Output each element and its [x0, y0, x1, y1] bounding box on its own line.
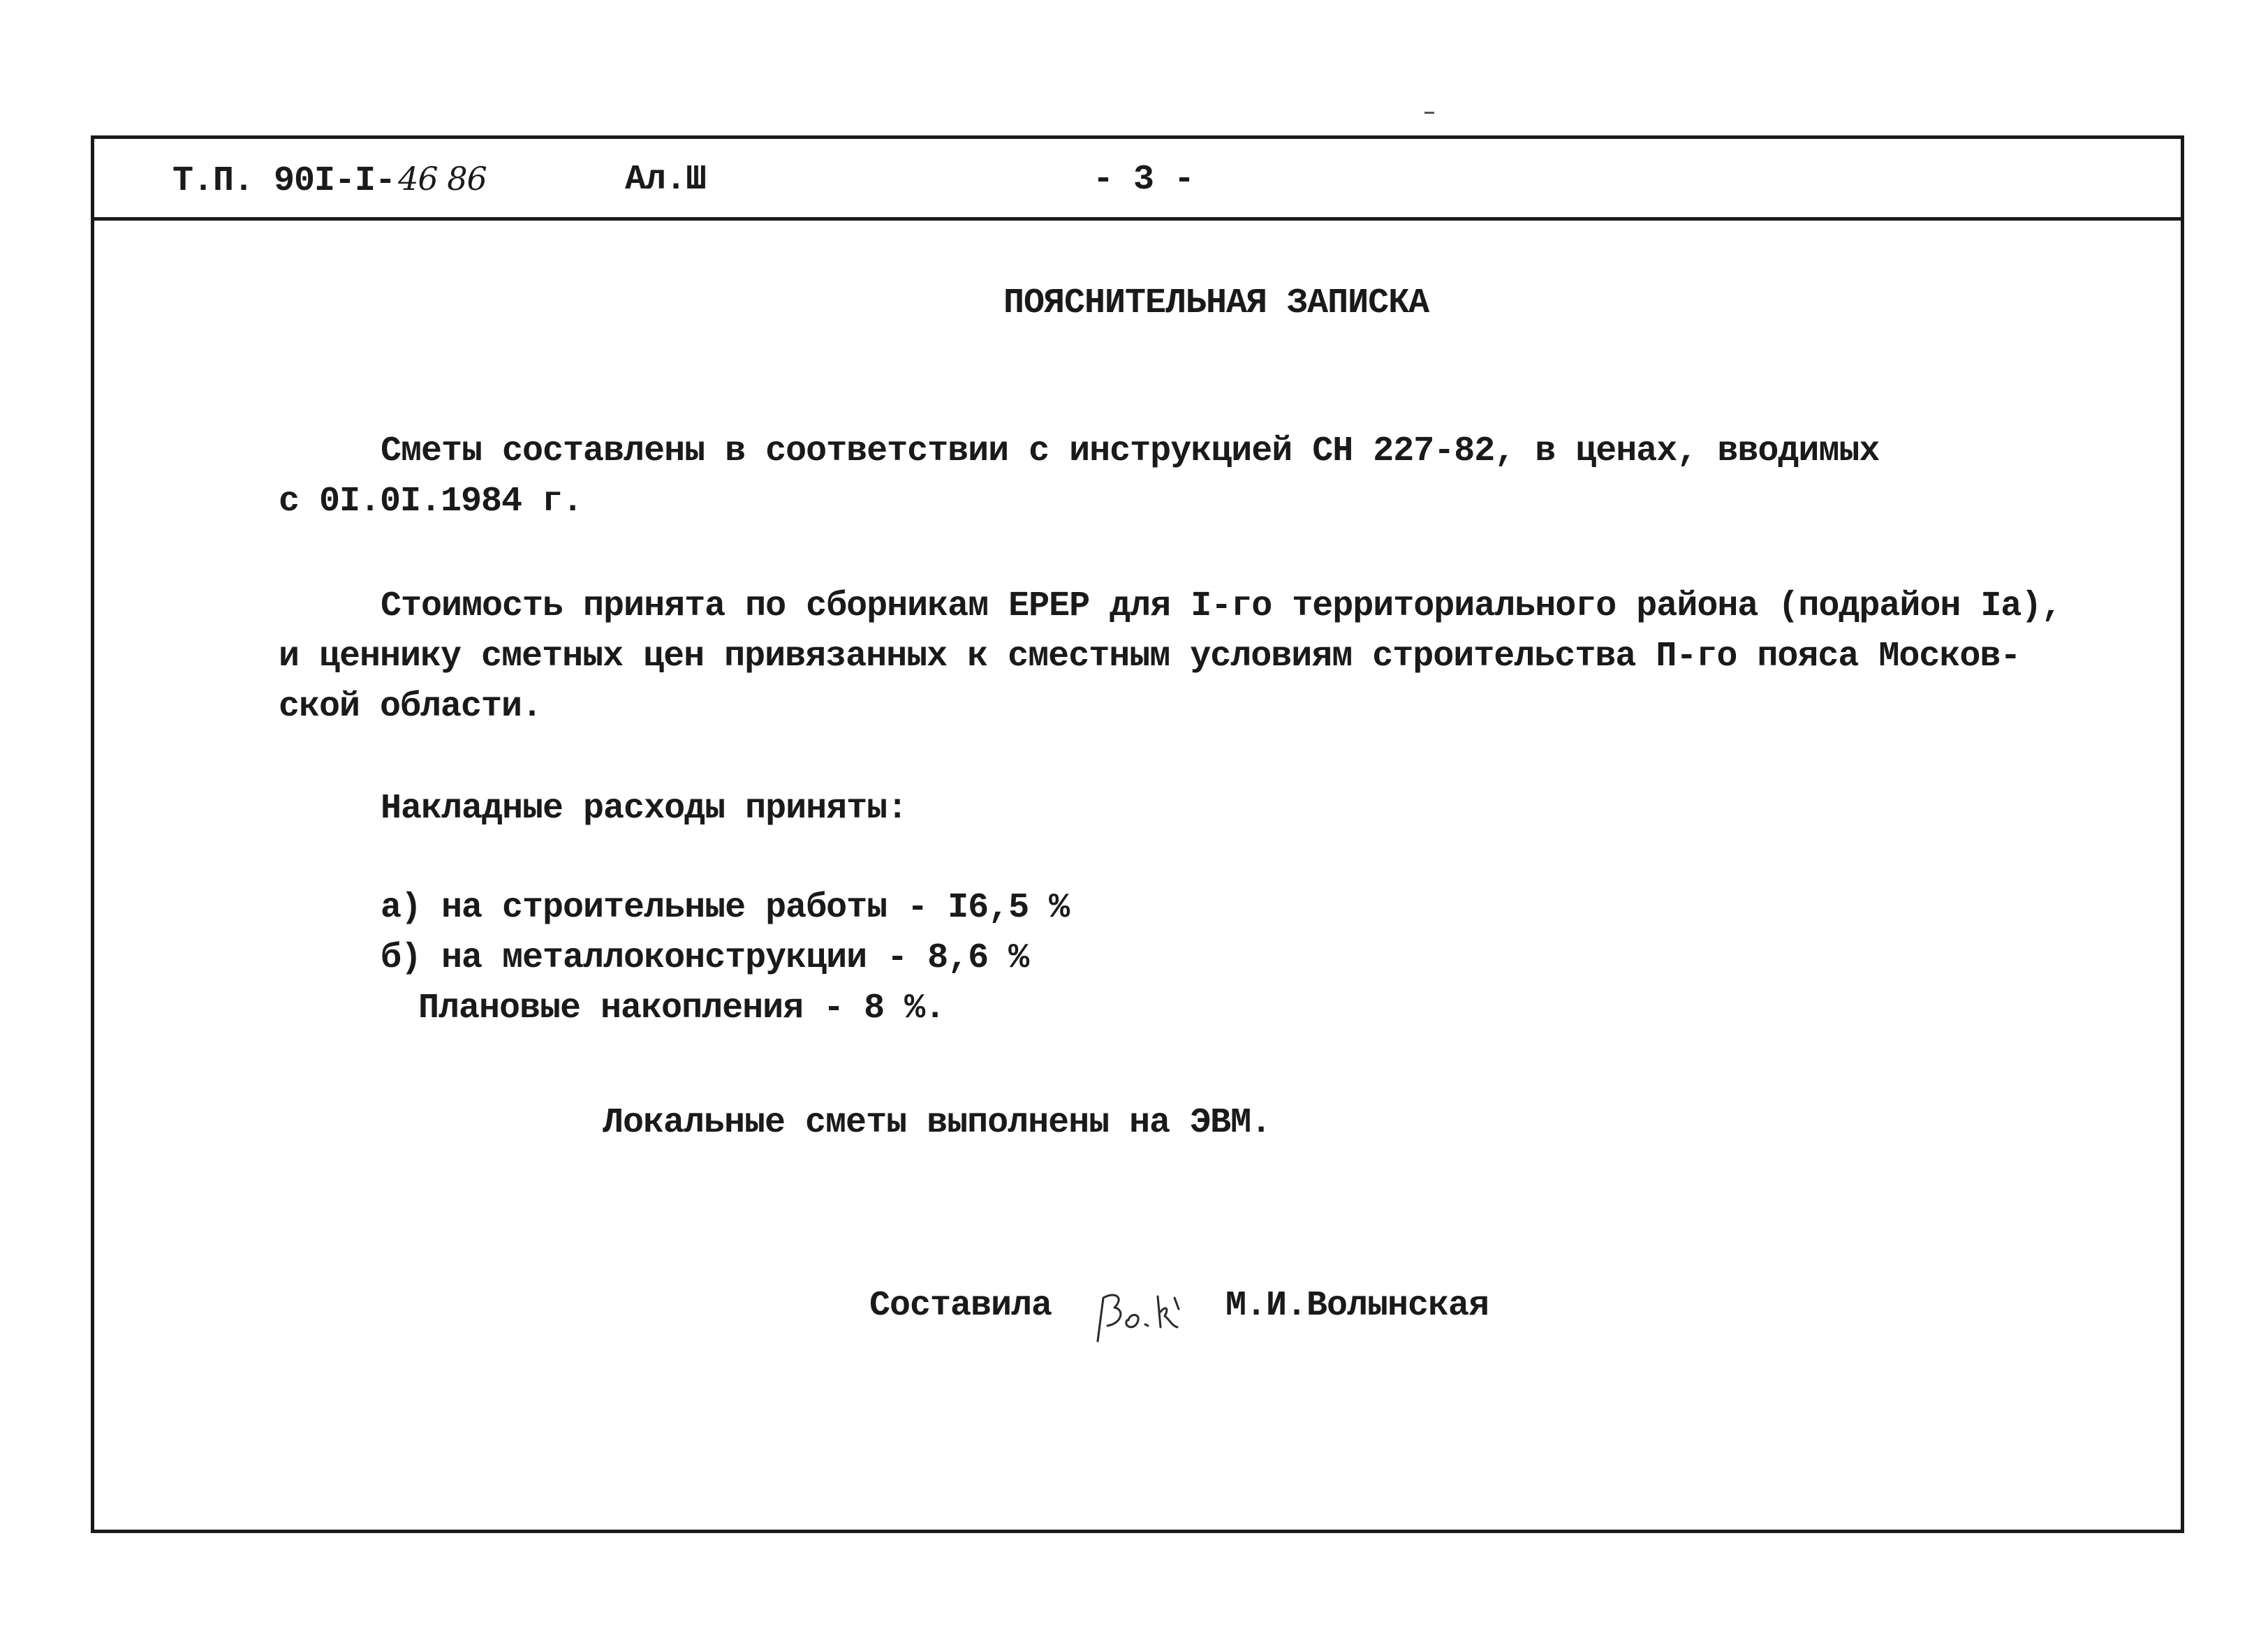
page-number: - 3 - — [1093, 160, 1195, 200]
signatory-name: М.И.Волынская — [1225, 1286, 1489, 1326]
overhead-intro: Накладные расходы приняты: — [381, 789, 908, 829]
document-sheet — [91, 135, 2184, 1533]
paragraph-2-line-3: ской области. — [279, 687, 543, 727]
document-code-printed: Т.П. 90I-I- — [172, 161, 396, 201]
document-code — [172, 160, 487, 201]
overhead-item-construction: а) на строительные работы - I6,5 % — [381, 888, 1070, 928]
album-number: Ал.Ш — [625, 160, 707, 200]
paragraph-1-line-2: с 0I.0I.1984 г. — [279, 482, 583, 522]
computer-note: Локальные сметы выполнены на ЭВМ. — [603, 1103, 1272, 1143]
scan-mark — [1424, 112, 1434, 114]
handwritten-signature — [1082, 1277, 1222, 1354]
overhead-item-metal: б) на металлоконструкции - 8,6 % — [381, 938, 1029, 978]
title-block — [94, 139, 2181, 221]
planned-savings: Плановые накопления - 8 %. — [418, 989, 945, 1028]
document-code-handwritten: 46 86 — [398, 160, 487, 198]
paragraph-2-line-1: Стоимость принята по сборникам ЕРЕР для I-го территориального района (подрайон Iа), — [381, 586, 2062, 626]
paragraph-2-line-2: и ценнику сметных цен привязанных к сместным условиям строительства П-го пояса Москов- — [279, 637, 2021, 676]
document-title: ПОЯСНИТЕЛЬНАЯ ЗАПИСКА — [1003, 283, 1429, 323]
signature-label: Составила — [869, 1286, 1052, 1326]
paragraph-1-line-1: Сметы составлены в соответствии с инструкцией СН 227-82, в ценах, вводимых — [381, 431, 1880, 471]
